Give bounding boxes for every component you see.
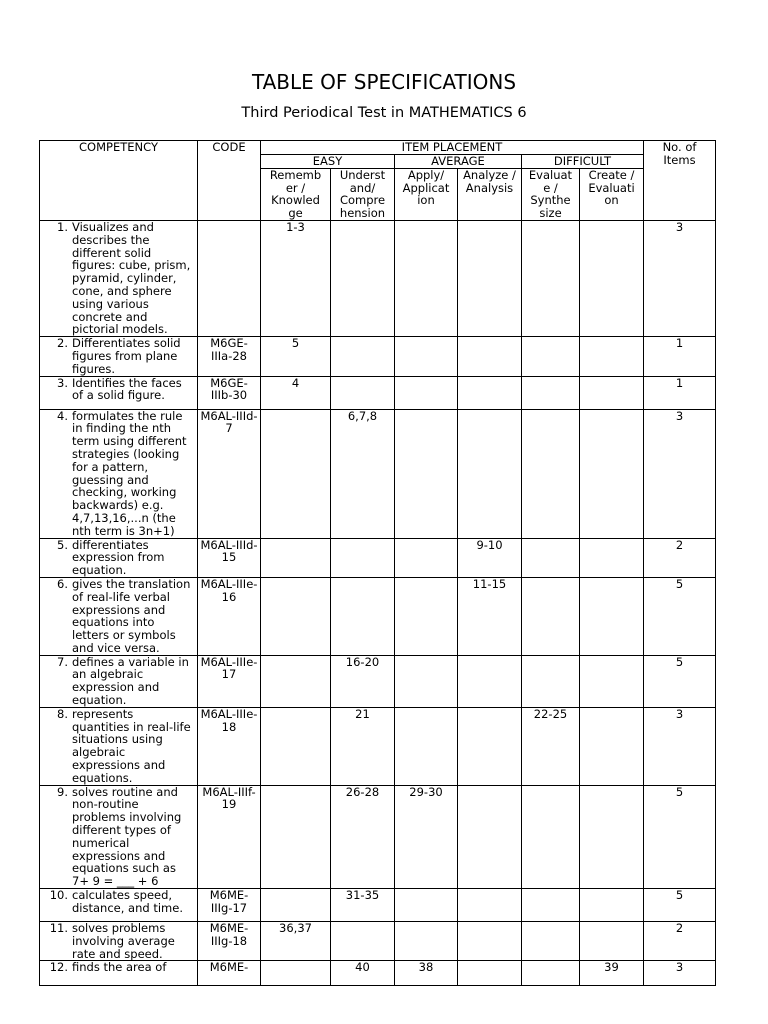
competency-text: solves problems involving average rate and speed. — [72, 921, 175, 961]
row-number: 2. — [57, 336, 68, 351]
create-cell — [580, 337, 644, 376]
understand-cell: 26-28 — [331, 785, 395, 888]
analyze-cell — [458, 337, 522, 376]
table-row — [40, 707, 716, 785]
row-number: 10. — [49, 888, 68, 903]
apply-cell: 38 — [395, 961, 458, 986]
competency-text: represents quantities in real-life situations using algebraic expressions and equations. — [72, 707, 191, 785]
items-cell: 3 — [644, 707, 716, 785]
competency-text: calculates speed, distance, and time. — [72, 888, 183, 915]
create-cell — [580, 376, 644, 409]
evaluate-cell — [522, 889, 580, 922]
competency-cell — [40, 376, 198, 409]
analyze-cell — [458, 961, 522, 986]
apply-cell — [395, 337, 458, 376]
header-apply: Apply/ Applicat ion — [395, 168, 458, 220]
header-code: CODE — [198, 141, 261, 221]
understand-cell: 31-35 — [331, 889, 395, 922]
create-cell — [580, 922, 644, 961]
code-cell: M6GE-IIIa-28 — [198, 337, 261, 376]
create-cell — [580, 707, 644, 785]
items-cell: 2 — [644, 922, 716, 961]
create-cell — [580, 538, 644, 577]
competency-cell — [40, 889, 198, 922]
row-number: 1. — [57, 220, 68, 234]
evaluate-cell — [522, 538, 580, 577]
analyze-cell — [458, 889, 522, 922]
evaluate-cell — [522, 961, 580, 986]
remember-cell — [261, 785, 331, 888]
code-cell: M6AL-IIIe-17 — [198, 655, 261, 707]
items-cell: 1 — [644, 376, 716, 409]
header-analyze: Analyze / Analysis — [458, 168, 522, 220]
analyze-cell — [458, 655, 522, 707]
understand-cell: 40 — [331, 961, 395, 986]
analyze-cell — [458, 376, 522, 409]
competency-text: Identifies the faces of a solid figure. — [72, 376, 182, 403]
competency-text: finds the area of — [72, 960, 167, 975]
apply-cell — [395, 538, 458, 577]
table-row — [40, 577, 716, 655]
analyze-cell — [458, 922, 522, 961]
items-cell: 1 — [644, 337, 716, 376]
understand-cell: 21 — [331, 707, 395, 785]
code-cell — [198, 220, 261, 336]
row-number: 9. — [57, 785, 68, 799]
competency-cell — [40, 577, 198, 655]
understand-cell — [331, 337, 395, 376]
remember-cell — [261, 707, 331, 785]
row-number: 12. — [49, 960, 68, 975]
items-cell: 3 — [644, 220, 716, 336]
table-row — [40, 409, 716, 538]
evaluate-cell — [522, 655, 580, 707]
evaluate-cell — [522, 220, 580, 336]
create-cell — [580, 220, 644, 336]
apply-cell — [395, 707, 458, 785]
header-average: AVERAGE — [395, 155, 522, 169]
evaluate-cell — [522, 577, 580, 655]
remember-cell: 5 — [261, 337, 331, 376]
evaluate-cell — [522, 376, 580, 409]
items-cell: 5 — [644, 889, 716, 922]
competency-cell — [40, 337, 198, 376]
understand-cell — [331, 220, 395, 336]
remember-cell — [261, 409, 331, 538]
competency-text: formulates the rule in finding the nth term using different strategies (looking for a pattern, guessing and checking, working backwards) e.g. 4,7,13,16,...n (the nth term is 3n+1) — [72, 409, 187, 538]
remember-cell: 36,37 — [261, 922, 331, 961]
row-number: 6. — [57, 577, 68, 591]
evaluate-cell — [522, 409, 580, 538]
competency-text: differentiates expression from equation. — [72, 538, 165, 578]
items-cell: 5 — [644, 577, 716, 655]
apply-cell — [395, 577, 458, 655]
remember-cell — [261, 961, 331, 986]
items-cell: 3 — [644, 409, 716, 538]
remember-cell: 1-3 — [261, 220, 331, 336]
code-cell: M6AL-IIIe-18 — [198, 707, 261, 785]
code-cell: M6ME- — [198, 961, 261, 986]
table-row — [40, 785, 716, 888]
understand-cell — [331, 922, 395, 961]
code-cell: M6ME-IIIg-17 — [198, 889, 261, 922]
row-number: 3. — [57, 376, 68, 390]
apply-cell — [395, 409, 458, 538]
header-evaluate: Evaluat e / Synthe size — [522, 168, 580, 220]
competency-text: solves routine and non-routine problems involving different types of numerical expressions and equations such as 7+ 9 = ___ + 6 — [72, 785, 182, 889]
header-item-placement: ITEM PLACEMENT — [261, 141, 644, 155]
evaluate-cell: 22-25 — [522, 707, 580, 785]
table-row — [40, 889, 716, 922]
understand-cell: 16-20 — [331, 655, 395, 707]
analyze-cell — [458, 707, 522, 785]
items-cell: 3 — [644, 961, 716, 986]
header-create: Create / Evaluati on — [580, 168, 644, 220]
create-cell — [580, 577, 644, 655]
row-number: 8. — [57, 707, 68, 721]
code-cell: M6AL-IIId-7 — [198, 409, 261, 538]
table-row — [40, 376, 716, 409]
header-no-of-items: No. of Items — [644, 141, 716, 221]
understand-cell — [331, 577, 395, 655]
apply-cell — [395, 376, 458, 409]
code-cell: M6AL-IIIf-19 — [198, 785, 261, 888]
understand-cell: 6,7,8 — [331, 409, 395, 538]
evaluate-cell — [522, 785, 580, 888]
remember-cell: 4 — [261, 376, 331, 409]
analyze-cell: 9-10 — [458, 538, 522, 577]
competency-text: Visualizes and describes the different solid figures: cube, prism, pyramid, cylinder, cone, and sphere using various concrete and pictorial models. — [72, 220, 191, 337]
code-cell: M6AL-IIId-15 — [198, 538, 261, 577]
analyze-cell: 11-15 — [458, 577, 522, 655]
create-cell — [580, 785, 644, 888]
create-cell — [580, 889, 644, 922]
table-row — [40, 220, 716, 336]
apply-cell — [395, 922, 458, 961]
table-row — [40, 922, 716, 961]
header-difficult: DIFFICULT — [522, 155, 644, 169]
row-number: 7. — [57, 655, 68, 669]
apply-cell — [395, 655, 458, 707]
header-competency: COMPETENCY — [40, 141, 198, 221]
competency-cell — [40, 220, 198, 336]
create-cell — [580, 409, 644, 538]
create-cell — [580, 655, 644, 707]
table-row — [40, 961, 716, 986]
code-cell: M6AL-IIIe-16 — [198, 577, 261, 655]
items-cell: 5 — [644, 785, 716, 888]
apply-cell — [395, 220, 458, 336]
apply-cell — [395, 889, 458, 922]
apply-cell: 29-30 — [395, 785, 458, 888]
remember-cell — [261, 577, 331, 655]
row-number: 11. — [49, 921, 68, 936]
competency-text: defines a variable in an algebraic expression and equation. — [72, 655, 189, 708]
items-cell: 5 — [644, 655, 716, 707]
header-understand: Underst and/ Compre hension — [331, 168, 395, 220]
remember-cell — [261, 655, 331, 707]
header-remember: Rememb er / Knowled ge — [261, 168, 331, 220]
competency-cell — [40, 922, 198, 961]
document-title: TABLE OF SPECIFICATIONS — [251, 70, 517, 94]
row-number: 5. — [57, 538, 68, 552]
table-row — [40, 655, 716, 707]
competency-cell — [40, 409, 198, 538]
analyze-cell — [458, 220, 522, 336]
evaluate-cell — [522, 922, 580, 961]
understand-cell — [331, 538, 395, 577]
competency-text: Differentiates solid figures from plane figures. — [72, 336, 181, 376]
analyze-cell — [458, 785, 522, 888]
competency-cell — [40, 538, 198, 577]
document-subtitle: Third Periodical Test in MATHEMATICS 6 — [241, 105, 527, 121]
code-cell: M6ME-IIIg-18 — [198, 922, 261, 961]
table-row — [40, 337, 716, 376]
remember-cell — [261, 889, 331, 922]
specifications-table — [39, 140, 716, 986]
remember-cell — [261, 538, 331, 577]
items-cell: 2 — [644, 538, 716, 577]
competency-cell — [40, 785, 198, 888]
competency-text: gives the translation of real-life verbal expressions and equations into letters or symbols and vice versa. — [72, 577, 191, 655]
competency-cell — [40, 961, 198, 986]
row-number: 4. — [57, 409, 68, 423]
create-cell: 39 — [580, 961, 644, 986]
competency-cell — [40, 655, 198, 707]
code-cell: M6GE-IIIb-30 — [198, 376, 261, 409]
analyze-cell — [458, 409, 522, 538]
competency-cell — [40, 707, 198, 785]
table-row — [40, 538, 716, 577]
header-easy: EASY — [261, 155, 395, 169]
understand-cell — [331, 376, 395, 409]
evaluate-cell — [522, 337, 580, 376]
